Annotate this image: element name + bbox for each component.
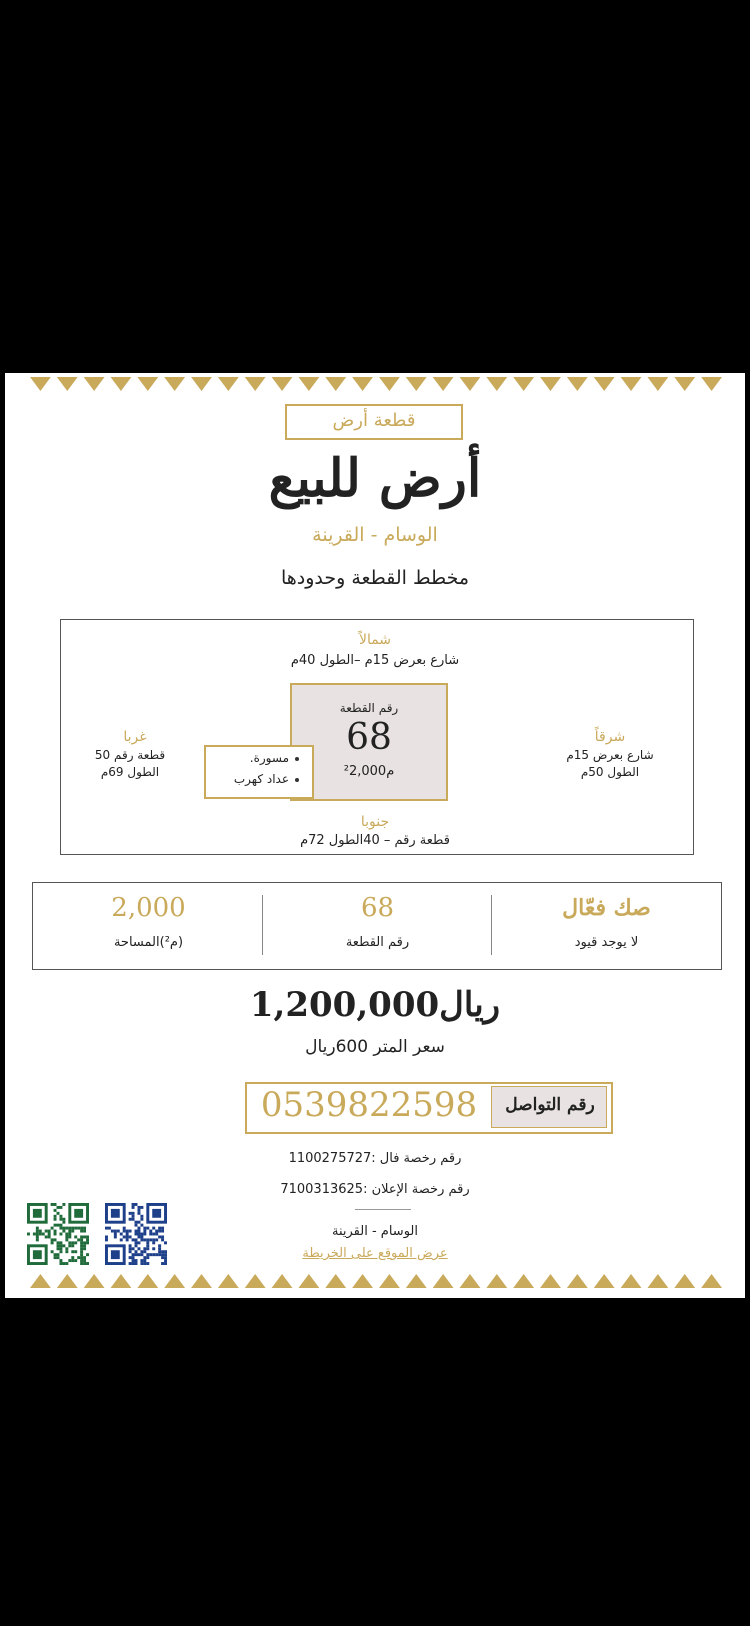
stats-bar	[32, 882, 722, 970]
location-subtitle: الوسام - القرينة	[312, 524, 438, 546]
feature-item: مسورة.	[234, 748, 299, 769]
decorative-triangle	[245, 1274, 266, 1288]
decorative-triangle	[352, 377, 373, 391]
decorative-triangle	[621, 1274, 642, 1288]
decorative-triangle	[164, 377, 185, 391]
decorative-triangle	[57, 1274, 78, 1288]
decorative-triangle	[111, 377, 132, 391]
west-line-2: الطول 69م	[100, 765, 160, 779]
plot-number: 68	[346, 717, 392, 758]
decorative-triangle	[245, 377, 266, 391]
decorative-triangle	[325, 377, 346, 391]
north-label: شمالاً	[358, 632, 392, 648]
decorative-triangle	[272, 377, 293, 391]
decorative-triangle	[647, 1274, 668, 1288]
decorative-triangle	[298, 1274, 319, 1288]
decorative-triangle	[701, 377, 722, 391]
deed-status-value: صك فعّال	[562, 895, 651, 921]
decorative-triangle	[433, 377, 454, 391]
qr-code-icon[interactable]	[27, 1203, 89, 1265]
decorative-triangle	[486, 377, 507, 391]
decorative-triangle	[191, 1274, 212, 1288]
decorative-triangle	[406, 1274, 427, 1288]
decorative-triangle	[540, 1274, 561, 1288]
west-label: غربا	[123, 729, 147, 745]
decorative-triangle	[30, 377, 51, 391]
decorative-triangle	[57, 377, 78, 391]
decorative-triangle	[486, 1274, 507, 1288]
feature-item: عداد كهرب	[234, 769, 299, 790]
decorative-triangle	[379, 1274, 400, 1288]
price-per-meter: سعر المتر 600ريال	[305, 1037, 445, 1057]
east-line-1: شارع بعرض 15م	[566, 748, 654, 762]
south-desc: قطعة رقم – 40الطول 72م	[300, 833, 450, 848]
decorative-triangle	[433, 1274, 454, 1288]
decorative-triangle	[30, 1274, 51, 1288]
decorative-triangle	[111, 1274, 132, 1288]
ad-license: رقم رخصة الإعلان :7100313625	[280, 1182, 470, 1197]
decorative-triangle	[325, 1274, 346, 1288]
divider	[355, 1209, 411, 1210]
page-title: أرض للبيع	[268, 448, 482, 509]
map-link[interactable]: عرض الموقع على الخريطة	[302, 1246, 448, 1261]
plot-area: م²2,000	[343, 764, 395, 779]
decorative-triangle	[567, 1274, 588, 1288]
south-label: جنوبا	[360, 814, 390, 830]
plot-number-label: رقم القطعة	[339, 701, 399, 715]
decorative-triangle	[218, 1274, 239, 1288]
total-price: 1,200,000ريال	[249, 985, 501, 1025]
decorative-triangle	[621, 377, 642, 391]
decorative-triangle	[84, 1274, 105, 1288]
decorative-triangle	[137, 1274, 158, 1288]
decorative-triangle	[567, 377, 588, 391]
area-stat-label: (م²)المساحة	[113, 935, 184, 950]
plan-heading: مخطط القطعة وحدودها	[280, 567, 470, 589]
deed-status-label: لا يوجد قيود	[574, 935, 639, 950]
decorative-triangle	[352, 1274, 373, 1288]
decorative-triangle	[84, 377, 105, 391]
decorative-triangle	[460, 377, 481, 391]
east-line-2: الطول 50م	[580, 765, 640, 779]
contact-phone[interactable]: 0539822598	[260, 1085, 478, 1125]
qr-code-icon[interactable]	[105, 1203, 167, 1265]
decorative-triangle	[513, 1274, 534, 1288]
decorative-triangle	[674, 377, 695, 391]
fal-license: رقم رخصة فال :1100275727	[288, 1151, 462, 1166]
decorative-triangle	[460, 1274, 481, 1288]
decorative-triangle	[701, 1274, 722, 1288]
decorative-triangle	[191, 377, 212, 391]
decorative-triangle	[540, 377, 561, 391]
features-list	[234, 748, 299, 790]
top-decorative-border	[27, 375, 725, 393]
decorative-triangle	[379, 377, 400, 391]
decorative-triangle	[298, 377, 319, 391]
decorative-triangle	[272, 1274, 293, 1288]
decorative-triangle	[137, 377, 158, 391]
bottom-decorative-border	[27, 1272, 725, 1290]
east-label: شرقاً	[594, 729, 626, 745]
decorative-triangle	[218, 377, 239, 391]
plot-number-stat-value: 68	[360, 893, 395, 923]
contact-label: رقم التواصل	[505, 1095, 595, 1115]
decorative-triangle	[406, 377, 427, 391]
west-line-1: قطعة رقم 50	[94, 748, 166, 762]
footer-location: الوسام - القرينة	[332, 1224, 418, 1239]
north-desc: شارع بعرض 15م –الطول 40م	[290, 653, 460, 668]
decorative-triangle	[647, 377, 668, 391]
decorative-triangle	[594, 1274, 615, 1288]
plot-number-stat-label: رقم القطعة	[345, 935, 410, 950]
decorative-triangle	[674, 1274, 695, 1288]
category-label: قطعة أرض	[332, 410, 416, 431]
area-stat-value: 2,000	[111, 893, 186, 923]
decorative-triangle	[513, 377, 534, 391]
decorative-triangle	[594, 377, 615, 391]
listing-card	[5, 373, 745, 1298]
decorative-triangle	[164, 1274, 185, 1288]
